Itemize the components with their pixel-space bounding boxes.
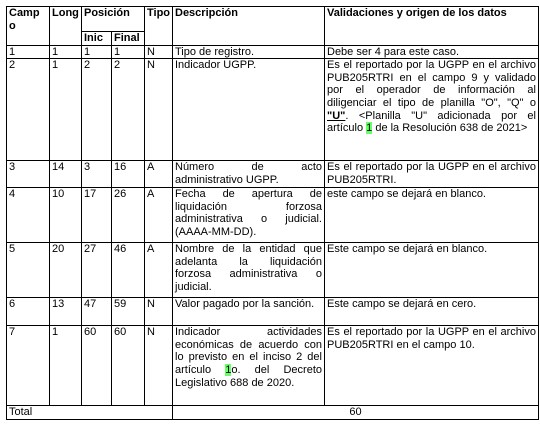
cell-long: 14 bbox=[50, 161, 82, 188]
cell-descripcion: Indicador UGPP. bbox=[173, 59, 325, 161]
cell-campo: 3 bbox=[7, 161, 50, 188]
cell-long: 1 bbox=[50, 326, 82, 406]
header-descripcion: Descripción bbox=[173, 7, 325, 46]
cell-validaciones: Este campo se dejará en blanco. bbox=[325, 243, 539, 298]
cell-tipo: N bbox=[145, 326, 173, 406]
table-row bbox=[7, 59, 539, 161]
table-row bbox=[7, 188, 539, 243]
cell-descripcion: Tipo de registro. bbox=[173, 45, 325, 59]
cell-final: 46 bbox=[112, 243, 145, 298]
cell-campo: 2 bbox=[7, 59, 50, 161]
cell-inic: 1 bbox=[82, 45, 112, 59]
header-long: Long bbox=[50, 7, 82, 46]
cell-descripcion: Número de acto administrativo UGPP. bbox=[173, 161, 325, 188]
cell-validaciones bbox=[325, 59, 539, 161]
cell-long: 1 bbox=[50, 59, 82, 161]
cell-inic: 47 bbox=[82, 298, 112, 326]
cell-inic: 17 bbox=[82, 188, 112, 243]
cell-tipo: A bbox=[145, 188, 173, 243]
cell-tipo: A bbox=[145, 161, 173, 188]
validaciones-text: . <Planilla "U" adicionada por el artículo bbox=[327, 109, 536, 135]
table-row bbox=[7, 326, 539, 406]
table-row bbox=[7, 45, 539, 59]
cell-tipo: N bbox=[145, 45, 173, 59]
total-row bbox=[7, 406, 539, 420]
highlight-article-number: 1 bbox=[366, 122, 373, 135]
cell-tipo: N bbox=[145, 59, 173, 161]
cell-tipo: A bbox=[145, 243, 173, 298]
cell-descripcion: Nombre de la entidad que adelanta la liquidación forzosa administrativa o judicial. bbox=[173, 243, 325, 298]
cell-long: 10 bbox=[50, 188, 82, 243]
cell-inic: 3 bbox=[82, 161, 112, 188]
highlight-article-number: 1 bbox=[225, 363, 232, 376]
table-row bbox=[7, 161, 539, 188]
cell-descripcion: Fecha de apertura de liquidación forzosa administrativa o judicial. (AAAA-MM-DD). bbox=[173, 188, 325, 243]
cell-descripcion bbox=[173, 326, 325, 406]
cell-tipo: N bbox=[145, 298, 173, 326]
header-final: Final bbox=[112, 32, 145, 46]
validaciones-text: de la Resolución 638 de 2021> bbox=[372, 122, 528, 135]
planilla-u-text: "U" bbox=[327, 109, 346, 122]
cell-validaciones: Debe ser 4 para este caso. bbox=[325, 45, 539, 59]
cell-validaciones: Es el reportado por la UGPP en el archivo PUB205RTRI. bbox=[325, 161, 539, 188]
cell-inic: 27 bbox=[82, 243, 112, 298]
table-row bbox=[7, 298, 539, 326]
cell-final: 26 bbox=[112, 188, 145, 243]
cell-descripcion: Valor pagado por la sanción. bbox=[173, 298, 325, 326]
cell-validaciones: Es el reportado por la UGPP en el archivo PUB205RTRI en el campo 10. bbox=[325, 326, 539, 406]
cell-long: 1 bbox=[50, 45, 82, 59]
table-row bbox=[7, 243, 539, 298]
header-inic: Inic bbox=[82, 32, 112, 46]
cell-final: 2 bbox=[112, 59, 145, 161]
cell-campo: 4 bbox=[7, 188, 50, 243]
cell-long: 13 bbox=[50, 298, 82, 326]
cell-campo: 5 bbox=[7, 243, 50, 298]
total-value: 60 bbox=[173, 406, 539, 420]
header-validaciones: Validaciones y origen de los datos bbox=[325, 7, 539, 46]
header-posicion: Posición bbox=[82, 7, 145, 32]
cell-inic: 2 bbox=[82, 59, 112, 161]
cell-long: 20 bbox=[50, 243, 82, 298]
cell-campo: 1 bbox=[7, 45, 50, 59]
cell-validaciones: este campo se dejará en blanco. bbox=[325, 188, 539, 243]
cell-inic: 60 bbox=[82, 326, 112, 406]
cell-final: 59 bbox=[112, 298, 145, 326]
cell-campo: 7 bbox=[7, 326, 50, 406]
field-spec-table bbox=[6, 6, 539, 420]
descripcion-text: o. del Decreto Legislativo 688 de 2020. bbox=[175, 363, 322, 389]
total-label: Total bbox=[7, 406, 173, 420]
cell-final: 16 bbox=[112, 161, 145, 188]
cell-final: 1 bbox=[112, 45, 145, 59]
header-campo: Camp o bbox=[7, 7, 50, 46]
validaciones-text: Es el reportado por la UGPP en el archivo PUB205RTRI en el campo 9 y validado por el operador de información al diligenciar el tipo de planilla "O", "Q" o bbox=[327, 59, 536, 109]
cell-final: 60 bbox=[112, 326, 145, 406]
cell-validaciones: Este campo se dejará en cero. bbox=[325, 298, 539, 326]
header-tipo: Tipo bbox=[145, 7, 173, 46]
cell-campo: 6 bbox=[7, 298, 50, 326]
descripcion-text: Indicador actividades económicas de acuerdo con lo previsto en el inciso 2 del artículo bbox=[175, 326, 322, 376]
